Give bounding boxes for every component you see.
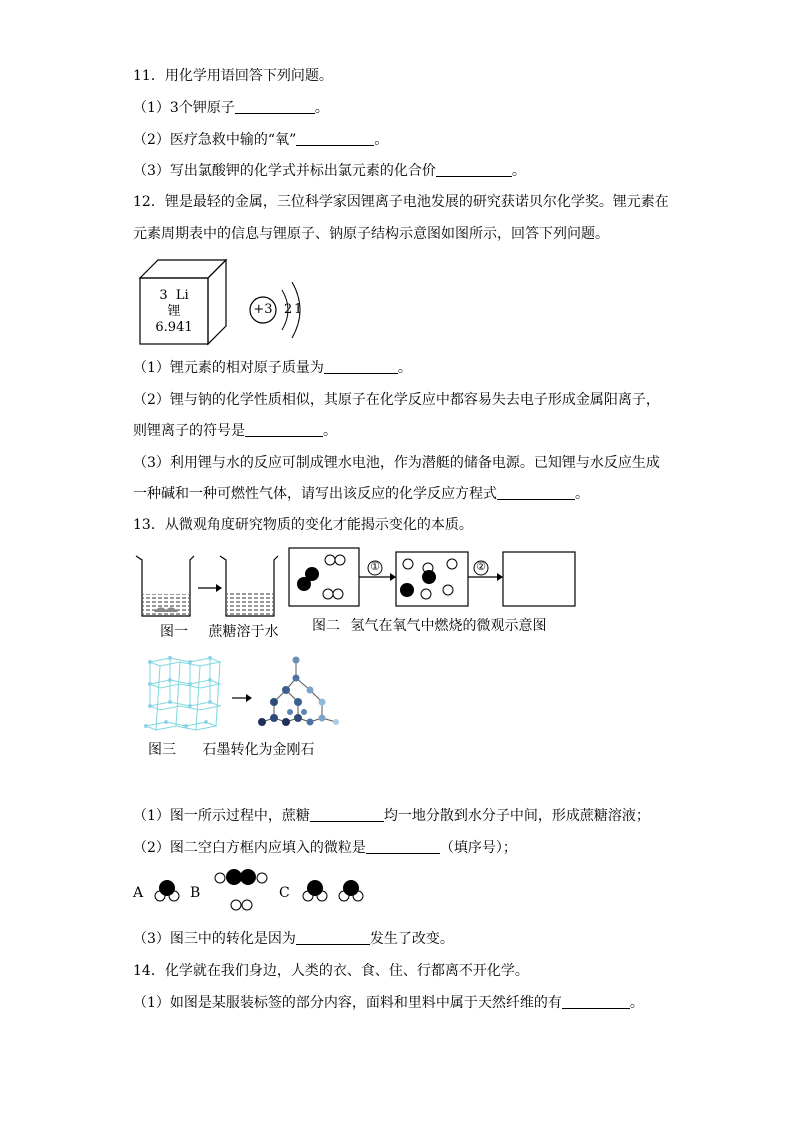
q12-part3b — [133, 484, 589, 504]
q13-part1-blank[interactable] — [310, 807, 384, 822]
q14-part1-end: 。 — [629, 995, 644, 1011]
q12-title-cont: 元素周期表中的信息与锂原子、钠原子结构示意图如图所示，回答下列问题。 — [133, 226, 609, 242]
atom-shell2-count: 1 — [294, 302, 303, 317]
q11-part1-text: （1）3个钾原子 — [133, 100, 235, 116]
q12-part1-blank[interactable] — [324, 359, 398, 374]
atom-shell1-count: 2 — [284, 302, 293, 317]
q13-part3-blank[interactable] — [296, 930, 370, 945]
q13-title: 13．从微观角度研究物质的变化才能揭示变化的本质。 — [133, 517, 473, 533]
figure3-description: 石墨转化为金刚石 — [202, 742, 315, 758]
q12-part1-end: 。 — [397, 360, 412, 376]
q11-title: 11．用化学用语回答下列问题。 — [133, 68, 333, 84]
q11-part2-text: （2）医疗急救中输的“氧” — [133, 132, 297, 148]
q12-part3b-text: 一种碱和一种可燃性气体，请写出该反应的化学反应方程式 — [133, 486, 497, 502]
option-c-molecules — [300, 876, 374, 904]
element-number-symbol — [141, 288, 207, 304]
option-b-label[interactable]: B — [190, 885, 201, 901]
q13-part1 — [133, 806, 650, 826]
figure3-label: 图三 — [148, 742, 176, 758]
q14-title: 14．化学就在我们身边，人类的衣、食、住、行都离不开化学。 — [133, 963, 529, 979]
q11-part1-end: 。 — [314, 100, 329, 116]
q12-part2-end: 。 — [323, 423, 337, 439]
element-mass: 6.941 — [155, 320, 193, 335]
q11-part1-blank[interactable] — [235, 99, 315, 114]
q14-part1 — [133, 993, 644, 1013]
q11-part2-end: 。 — [374, 132, 389, 148]
q11-part2 — [133, 130, 388, 150]
graphite-lattice — [146, 658, 220, 730]
diamond-lattice — [262, 660, 336, 722]
atom-nucleus-charge: +3 — [253, 302, 273, 317]
figure2-step2-label: ② — [476, 560, 486, 573]
option-c-label[interactable]: C — [279, 885, 290, 901]
q14-part1-text: （1）如图是某服装标签的部分内容，面料和里料中属于天然纤维的有 — [133, 995, 562, 1011]
q12-part1-text: （1）锂元素的相对原子质量为 — [133, 360, 324, 376]
q11-part3-end: 。 — [511, 163, 526, 179]
figure1-label: 图一 — [160, 624, 188, 640]
option-b-molecules — [212, 866, 272, 914]
q11-part1 — [133, 98, 329, 118]
q13-part1-text-cont: 均一地分散到水分子中间，形成蔗糖溶液； — [383, 808, 650, 824]
element-name: 锂 — [167, 304, 181, 319]
figure2-step1-label: ① — [370, 560, 380, 573]
q13-part2-text: （2）图二空白方框内应填入的微粒是 — [133, 840, 366, 856]
q12-part2a: （2）锂与钠的化学性质相似，其原子在化学反应中都容易失去电子形成金属阳离子， — [133, 392, 660, 408]
q11-part3-text: （3）写出氯酸钾的化学式并标出氯元素的化合价 — [133, 163, 436, 179]
q12-title: 12．锂是最轻的金属，三位科学家因锂离子电池发展的研究获诺贝尔化学奖。锂元素在 — [133, 194, 669, 210]
element-number: 3 — [159, 288, 168, 303]
q13-part2 — [133, 838, 517, 858]
q12-part3a: （3）利用锂与水的反应可制成锂水电池，作为潜艇的储备电源。已知锂与水反应生成 — [133, 455, 660, 471]
figure1-beakers — [134, 552, 284, 622]
q13-part3-text: （3）图三中的转化是因为 — [133, 931, 296, 947]
figure1-caption — [160, 622, 278, 642]
q12-part2b-text: 则锂离子的符号是 — [133, 423, 245, 439]
option-a-molecule — [150, 876, 184, 904]
q13-part2-text-cont: （填序号）； — [439, 840, 517, 856]
q11-part3-blank[interactable] — [436, 162, 512, 177]
q11-part3 — [133, 161, 526, 181]
figure2-description: 氢气在氧气中燃烧的微观示意图 — [350, 618, 547, 634]
q14-part1-blank[interactable] — [562, 994, 630, 1009]
q13-part1-text: （1）图一所示过程中，蔗糖 — [133, 808, 310, 824]
element-symbol: Li — [175, 288, 189, 303]
figure2-label: 图二 — [312, 618, 340, 634]
diamond-atoms — [258, 657, 339, 727]
figure1-description: 蔗糖溶于水 — [208, 624, 279, 640]
q12-part2b — [133, 421, 337, 441]
q12-part3-end: 。 — [575, 486, 589, 502]
q12-part2-blank[interactable] — [245, 422, 323, 437]
figure2-combustion-diagram — [288, 546, 578, 610]
q13-part3-text-cont: 发生了改变。 — [369, 931, 454, 947]
q13-part3 — [133, 929, 454, 949]
option-a-label[interactable]: A — [133, 885, 144, 901]
figure3-caption — [148, 740, 314, 760]
q13-part2-blank[interactable] — [366, 839, 440, 854]
figure3-graphite-diamond — [140, 654, 350, 736]
q12-part3-blank[interactable] — [497, 485, 575, 500]
q11-part2-blank[interactable] — [296, 131, 374, 146]
q12-part1 — [133, 358, 412, 378]
figure2-caption — [312, 616, 546, 636]
